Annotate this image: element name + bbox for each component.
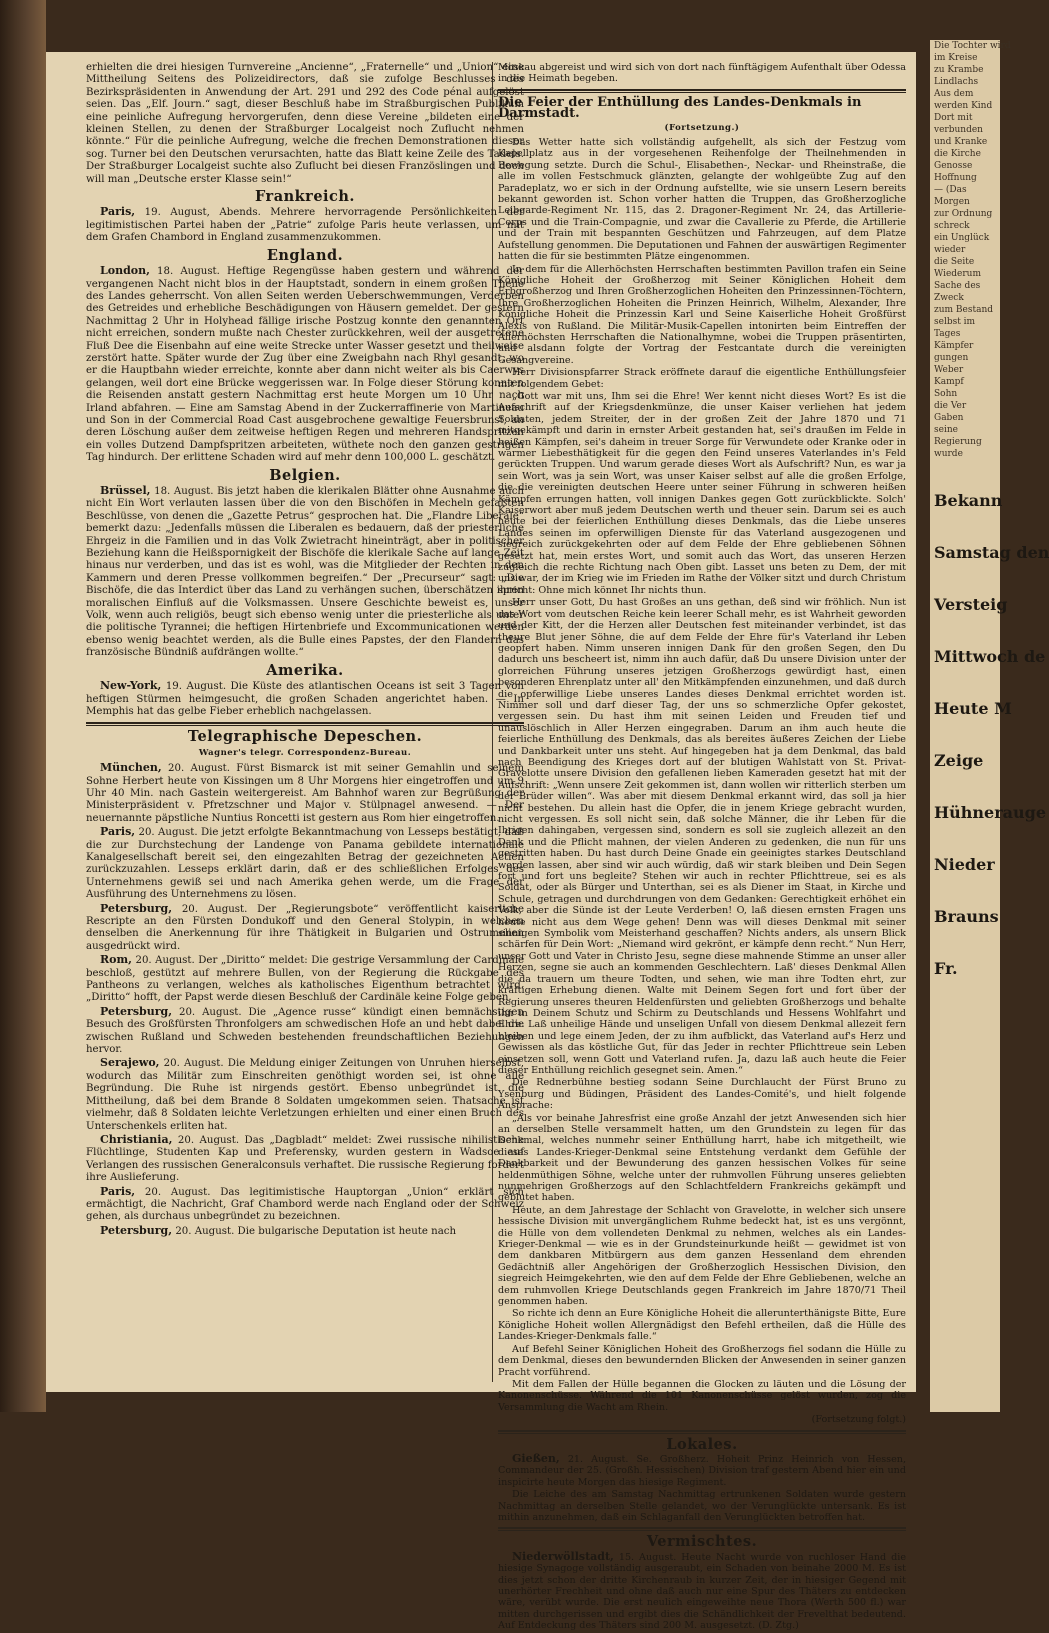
article-text: 15. August. Heute Nacht wurde von ruchloser Hand die hiesige Synagoge vollständig ausgeraubt, ein Schaden von beinahe 2000 M. Es ist dies jetzt schon der dritte Kirchenraub in kurzer Zeit, der in hiesiger Gegend mit unerhörter Frechheit und ohne daß auch nur eine Spur des Thäters zu entdecken wäre, verübt wurde. Die erst neulich eingeweihte neue Thora (Werth 500 fl.) war mitten durchgerissen und ergibt dies die Schändlichkeit der Frevelthat bedeutend. Auf Entdeckung des Thäters sind 200 M. ausgesetzt. (D. Ztg.) [498,1551,906,1632]
adjacent-line: die Seite [934,257,975,267]
adjacent-line: Sache des [934,281,981,291]
adjacent-line: Genosse [934,161,973,171]
article-text: 19. August. Die Küste des atlantischen Oceans ist seit 3 Tagen von heftigen Stürmen heimgesucht, die großen Schaden angerichtet haben. — In Memphis hat das gelbe Fieber erheblich nachgelassen. [86,681,524,717]
dateline: New-York, [100,679,162,693]
dateline: München, [100,761,162,775]
adjacent-line: die Kirche [934,149,981,159]
dateline: Rom, [100,953,132,967]
section-heading-telegraph: Telegraphische Depeschen. [187,728,423,746]
adjacent-ad-heading: Versteig [934,595,1008,614]
adjacent-page-ads [930,490,1049,980]
adjacent-page-text [930,40,1011,460]
dateline: Petersburg, [100,1004,173,1018]
dateline: Christiania, [100,1132,173,1146]
article-text: 18. August. Bis jetzt haben die klerikalen Blätter ohne Ausnahme auch nicht Ein Wort verlauten lassen über die von den Bischöfen in Mecheln gefaßten Beschlüsse, von denen die „Gazette Petrus“ gesprochen hat. Die „Flandre Liberale“ bemerkt dazu: „Jedenfalls müssen die Liberalen es bedauern, daß der priesterliche Ehrgeiz in die Familien und in das Volk Zwietracht hineinträgt, aber in politischer Beziehung kann die Heißspornigkeit der Bischöfe die klerikale Sache auf lange Zeit hinaus nur verderben, und das ist es wohl, was die Mitglieder der Rechten in den Kammern und deren Presse vollkommen begreifen.“ Der „Precurseur“ sagt: „Die Bischöfe, die das Interdict über das Land zu verhängen suchen, überschätzen ihren moralischen Einfluß auf die Volksmassen. Unsere Geschichte beweist es, unser Volk, wenn auch religiös, beugt sich ebenso wenig unter die priesterliche als unter die politische Tyrannei; die heftigen Hirtenbriefe und Excommunicationen werden ebenso wenig beachtet werden, als die Bulle eines Papstes, der den Flandern das französische Bündniß aufdrängen wollte.“ [86,486,524,659]
adjacent-line: Tages [934,329,961,339]
telegram-item [86,1186,524,1224]
adjacent-ad-heading: Brauns [934,907,999,926]
telegram-text: 20. August. Die „Agence russe“ kündigt einen bemnächstigen Besuch des Großfürsten Thronfolgers am schwedischen Hofe an und hebt dabei die zwischen Rußland und Schweden bestehenden freundschaftlichen Beziehungen hervor. [86,1006,524,1056]
telegram-item [86,762,524,825]
adjacent-line: wieder [934,245,966,255]
adjacent-line: Regierung [934,437,982,447]
left-column [86,62,524,1239]
adjacent-line: Kampf [934,377,964,387]
telegram-item [86,826,524,901]
feier-paragraph: Das Wetter hatte sich vollständig aufgehellt, als sich der Festzug vom Kapellplatz aus in der vorgesehenen Reihenfolge der Theilnehmenden in Bewegung setzte. Durch die Schul-, Elisabethen-, Neckar- und Rheinstraße, die alle im vollen Festschmuck glänzten, gelangte der wohlgeübte Zug auf den Paradeplatz, wo er sich in der Ordnung aufstellte, wie sie unsern Lesern bereits bekannt geworden ist. Schon vorher hatten die Truppen, das Großherzogliche Leibgarde-Regiment Nr. 115, das 2. Dragoner-Regiment Nr. 24, das Artillerie-Corps und die Train-Compagnie, und zwar die Cavallerie zu Pferde, die Artillerie und der Train mit bespannten Geschützen und Fahrzeugen, auf dem Platze Aufstellung genommen. Die Deputationen und Fahnen der auswärtigen Regimenter hatten die für sie bestimmten Plätze eingenommen. [498,137,906,263]
adjacent-line: werden Kind [934,101,993,111]
telegram-item [86,1134,524,1185]
adjacent-line: im Kreise [934,53,978,63]
article-amerika [86,680,524,718]
telegram-item [86,1225,524,1238]
section-heading-amerika: Amerika. [266,661,344,679]
adjacent-line: verbunden [934,125,983,135]
dateline: Gießen, [512,1451,560,1465]
intro-paragraph: erhielten die drei hiesigen Turnvereine „Ancienne“, „Fraternelle“ und „Union“ eine Mittheilung Seitens des Polizeidirectors, daß sie zufolge Beschlusses des Bezirkspräsidenten in Anwendung der Art. 291 und 292 des Code pénal aufgelöst seien. Das „Elf. Journ.“ sagt, dieser Beschluß habe im Straßburgischen Publikum eine peinliche Aufregung hervorgerufen, denn diese Vereine „bildeten eine der kleinen Stellen, zu denen der Straßburger Localgeist noch Zuflucht nehmen könnte.“ Für die peinliche Aufregung, welche die frechen Demonstrationen dieser sog. Turner bei den Deutschen verursachten, hatte das Blatt keine Zeile des Tadels. Der Straßburger Localgeist suchte also Zuflucht bei diesen Französlingen und doch will man „Deutsche erster Klasse sein!“ [86,62,524,185]
article-lokales [498,1453,906,1488]
continued-note: (Fortsetzung folgt.) [811,1414,906,1426]
telegram-text: 20. August. Die jetzt erfolgte Bekanntmachung von Lesseps bestätigt, daß die zur Durchstechung der Landenge von Panama gebildete internationale Kanalgesellschaft bereit sei, den eingezahlten Betrag der gezeichneten Actien zurückzuzahlen. Lesseps erklärt darin, daß er des schließlichen Erfolges des Unternehmens gewiß sei und nach Amerika gehen werde, um die Frage der Ausführung des Unternehmens zu lösen. [86,827,524,901]
section-divider [498,1527,906,1531]
article-frankreich [86,206,524,244]
newspaper-page [46,52,916,1632]
article-text: 18. August. Heftige Regengüsse haben gestern und während der vergangenen Nacht nicht blos in der Hauptstadt, sondern in einem großen Theile des Landes geherrscht. Von allen Seiten werden Ueberschwemmungen, Verderben des Getreides und erhebliche Beschädigungen von Häusern gemeldet. Der gestern Nachmittag 2 Uhr in Holyhead fällige irische Postzug konnte den genannten Ort nicht erreichen, sondern mußte nach Chester zurückkehren, weil der ausgetretene Fluß Dee die Eisenbahn auf eine weite Strecke unter Wasser gesetzt und theilweise zerstört hatte. Später wurde der Zug über eine Zweigbahn nach Rhyl gesandt, wo er die Hauptbahn wieder erreichte, konnte aber dann nicht weiter als bis Caerwys gelangen, weil dort eine Brücke weggerissen war. In Folge dieser Störung konnten die Reisenden anstatt gestern Nachmittag erst heute Morgen um 10 Uhr nach Irland abfahren. — Eine am Samstag Abend in der Zuckerraffinerie von Martineau und Son in der Commercial Road Cast ausgebrochene gewaltige Feuersbrunst, an deren Löschung außer dem zeitweise heftigen Regen und mehreren Handspritzen ein volles Dutzend Dampfspritzen arbeiteten, wüthete noch den ganzen gestrigen Tag hindurch. Der erlittene Schaden wird auf mehr denn 100,000 L. geschätzt. [86,266,524,464]
prayer-paragraph: „Gott war mit uns, Ihm sei die Ehre! Wer kennt nicht dieses Wort? Es ist die Aufschrift auf der Kriegsdenkmünze, die unser Kaiser verliehen hat jedem Soldaten, jedem Streiter, der in der großen Zeit der Jahre 1870 und 71 mitgekämpft und darin in ernster Arbeit gestanden hat, sei's draußen im Felde in heißen Kämpfen, sei's daheim in treuer Sorge für Verwundete oder Kranke oder in warmer Liebesthätigkeit für die gegen den Feind unseres Vaterlandes in's Feld gerückten Truppen. Und warum gerade dieses Wort als Aufschrift? Nun, es war ja sein Wort, was ja sein Wort, was unser Kaiser selbst auf alle die großen Erfolge, die die vereinigten deutschen Heere unter seiner Führung in schweren heißen Kämpfen errungen hatten, voll innigen Dankes gegen Gott zurückblickte. Solch' Kaiserwort aber muß jedem Deutschen werth und theuer sein. Darum sei es auch heute bei der feierlichen Enthüllung dieses Denkmals, das die Liebe unseres Landes seinen im opferwilligen Dienste für das Vaterland ausgezogenen und siegreich zurückgekehrten oder auf dem Felde der Ehre gebliebenen Söhnen gesetzt hat, mein erstes Wort, und somit auch das Wort, das unseren Herzen zugleich die rechte Richtung nach Oben gibt. Lasset uns beten zu Dem, der mit uns war, der im Krieg wie im Frieden im Rathe der Völker sitzt und durch Christum spricht: Ohne mich könnet Ihr nichts thun. [498,390,906,596]
feier-paragraph: In dem für die Allerhöchsten Herrschaften bestimmten Pavillon trafen ein Seine Königliche Hoheit der Großherzog mit Seiner Königlichen Hoheit dem Erbgroßherzog und Ihren Großherzoglichen Hoheiten den Prinzessinnen-Töchtern, Ihre Großherzoglichen Hoheiten die Prinzen Heinrich, Wilhelm, Alexander, Ihre Königliche Hoheit die Prinzessin Karl und Seine Kaiserliche Hoheit Großfürst Alexis von Rußland. Die Militär-Musik-Capellen intonirten beim Eintreffen der Allerhöchsten Herrschaften die Nationalhymne, wobei die Truppen präsentirten, und alsdann folgte der Vortrag der Festcantate durch die vereinigten Gesangvereine. [498,263,906,366]
section-heading-lokales: Lokales. [666,1435,738,1453]
adjacent-line: zum Bestand [934,305,994,315]
telegram-text: 20. August. Die bulgarische Deputation ist heute nach [175,1225,457,1237]
adjacent-line: zu Krambe [934,65,984,75]
adjacent-page-edge [930,40,1049,1412]
dateline: Petersburg, [100,901,173,915]
telegram-item [86,903,524,954]
dateline: Brüssel, [100,484,151,497]
adjacent-line: schreck [934,221,970,231]
right-column [498,62,906,1633]
adjacent-line: Hoffnung [934,173,977,183]
section-heading-england: England. [266,246,344,264]
adjacent-line: wurde [934,449,963,459]
section-divider [498,1430,906,1434]
adjacent-ad-heading: Zeige [934,751,984,770]
adjacent-line: Dort mit [934,113,973,123]
article-lokales-2: Die Leiche des am Samstag Nachmittag ertrunkenen Soldaten wurde gestern Nachmittag an derselben Stelle gelandet, wo der Verunglückte untersank. Es ist mithin anzunehmen, daß ein Schlaganfall den Verunglückten betroffen hat. [498,1489,906,1523]
book-binding [0,0,46,1412]
telegram-text: 20. August. Das legitimistische Hauptorgan „Union“ erklärt sich ermächtigt, die Nachricht, Graf Chambord werde nach England oder der Schweiz gehen, als durchaus unbegründet zu bezeichnen. [86,1186,524,1223]
adjacent-line: und Kranke [934,137,988,147]
adjacent-ad-heading: Fr. [934,959,958,978]
feier-paragraph: Mit dem Fallen der Hülle begannen die Glocken zu läuten und die Lösung der Kanonenschüsse. Während die 101 Kanonenschüsse gelöst wurden, zog die Versammlung die Wacht am Rhein. [498,1378,906,1413]
adjacent-line: Lindlachs [934,77,979,87]
page-gutter [916,0,930,1412]
bureau-subheading: Wagner's telegr. Correspondenz-Bureau. [198,747,412,758]
adjacent-ad-heading: Mittwoch de [934,647,1046,666]
adjacent-line: — (Das [934,185,967,195]
feier-paragraph: Herr Divisionspfarrer Strack eröffnete darauf die eigentliche Enthüllungsfeier mit folgendem Gebet: [498,367,906,390]
adjacent-line: Weber [934,365,964,375]
telegram-text: 20. August. Der „Regierungsbote“ veröffentlicht kaiserliche Rescripte an den Fürsten Dondukoff und den General Stolypin, in welchen denselben die Anerkennung für ihre Thätigkeit in Bulgarien und Ostrumelien ausgedrückt wird. [86,903,524,952]
telegram-text: 20. August. Die Meldung einiger Zeitungen von Unruhen hierselbst, wodurch das Militär zum Einschreiten genöthigt worden sei, ist ohne alle Begründung. Die Ruhe ist nirgends gestört. Ebenso unbegründet ist die Mittheilung, daß bei dem Brande 8 Soldaten umgekommen seien. Thatsache ist vielmehr, daß 8 Soldaten leichte Verletzungen erhielten und einer einen Bruch des Unterschenkels erliten hat. [86,1058,524,1132]
section-heading-frankreich: Frankreich. [255,188,355,206]
feier-subheading: (Fortsetzung.) [664,122,740,133]
dateline: Serajewo, [100,1056,160,1070]
dateline: Paris, [100,1184,136,1198]
telegram-text: 20. August. Der „Diritto“ meldet: Die gestrige Versammlung der Cardinäle beschloß, gestützt auf mehrere Bullen, von der Regierung die Rückgabe des Pantheons zu verlangen, welches als katholisches Eigenthum betrachtet wird. „Diritto“ hofft, der Papst werde diesen Beschluß der Cardinäle keine Folge geben. [86,955,524,1004]
telegram-item [86,954,524,1005]
section-divider [86,722,524,726]
intro-paragraph: Moskau abgereist und wird sich von dort nach fünftägigem Aufenthalt über Odessa in die Heimath begeben. [498,62,906,85]
dateline: Niederwöllstadt, [512,1549,614,1563]
adjacent-line: Wiederum [934,269,982,279]
dateline: Petersburg, [100,1223,173,1237]
adjacent-line: ein Unglück [934,233,990,243]
adjacent-line: Die Tochter wird [934,41,1011,51]
adjacent-ad-heading: Hühnerauge [934,803,1046,822]
adjacent-line: die Ver [934,401,967,411]
feier-paragraph: Auf Befehl Seiner Königlichen Hoheit des Großherzogs fiel sodann die Hülle zu dem Denkmal, dieses den bewundernden Blicken der Anwesenden in seiner ganzen Pracht vorführend. [498,1343,906,1378]
feier-heading: Die Feier der Enthüllung des Landes-Denkmals in Darmstadt. [498,94,862,122]
adjacent-line: seine [934,425,958,435]
adjacent-line: Morgen [934,197,970,207]
adjacent-line: Gaben [934,413,964,423]
dateline: London, [100,264,150,278]
adjacent-line: zur Ordnung [934,209,993,219]
speech-paragraph: Heute, an dem Jahrestage der Schlacht von Gravelotte, in welcher sich unsere hessische Division mit unvergänglichem Ruhme bedeckt hat, ist es uns vergönnt, die Hülle von dem vollendeten Denkmal zu nehmen, welches als ein Landes-Krieger-Denkmal — wie es in der Grundsteinurkunde heißt — gewidmet ist von dem dankbaren Mitbürgern aus dem ganzen Hessenland dem ehrenden Gedächtniß aller Angehörigen der Großherzoglich Hessischen Division, den siegreich Heimgekehrten, wie den auf dem Felde der Ehre Gebliebenen, welche an dem ruhmvollen Kriege Deutschlands gegen Frankreich im Jahre 1870/71 Theil genommen haben. [498,1204,906,1308]
dateline: Paris, [100,825,136,839]
adjacent-line: Sohn [934,389,958,399]
adjacent-line: Aus dem [934,89,974,99]
feier-paragraph: Die Rednerbühne bestieg sodann Seine Durchlaucht der Fürst Bruno zu Ysenburg und Büdingen, Präsident des Landes-Comité's, und hielt folgende Ansprache: [498,1077,906,1112]
article-belgien [86,485,524,660]
adjacent-ad-heading: Nieder [934,855,995,874]
adjacent-line: selbst im [934,317,976,327]
telegram-text: 20. August. Das „Dagbladt“ meldet: Zwei russische nihilistische Flüchtlinge, Studenten Kap und Preferensky, wurden gestern in Wadsoe auf Verlangen des russischen Generalconsuls verhaftet. Die russische Regierung fordert ihre Auslieferung. [86,1134,524,1184]
article-text: 21. August. Se. Großherz. Hoheit Prinz Heinrich von Hessen, Commandeur der 25. (Großh. Hessischen) Division traf gestern Abend hier ein und inspicirte heute Morgen das hiesige Regiment. [498,1453,906,1488]
section-heading-vermischtes: Vermischtes. [646,1533,758,1551]
speech-paragraph: So richte ich denn an Eure Königliche Hoheit die allerunterthänigste Bitte, Eure Königliche Hoheit wollen Allergnädigst den Befehl ertheilen, daß die Hülle des Landes-Krieger-Denkmals falle.“ [498,1308,906,1343]
adjacent-ad-heading: Samstag den [934,543,1049,562]
telegram-text: 20. August. Fürst Bismarck ist mit seiner Gemahlin und seinem Sohne Herbert heute von Kissingen um 8 Uhr Morgens hier eingetroffen und um 9 Uhr 40 Min. nach Gastein weitergereist. Am Bahnhof waren zur Begrüßung der Ministerpräsident v. Pfretzschner und Major v. Stülpnagel anwesend. — Der neuernannte päpstliche Nuntius Roncetti ist gestern aus Rom hier eingetroffen. [86,763,524,824]
adjacent-ad-heading: Bekann [934,491,1003,510]
adjacent-line: Kämpfer [934,341,974,351]
adjacent-line: Zweck [934,293,964,303]
adjacent-line: gungen [934,353,969,363]
section-divider [498,89,906,93]
article-text: 19. August, Abends. Mehrere hervorragende Persönlichkeiten der legitimistischen Partei haben der „Patrie“ zufolge Paris heute verlassen, um mit dem Grafen Chambord in England zusammenzukommen. [86,207,524,244]
article-vermischtes [498,1551,906,1632]
adjacent-ad-heading: Heute M [934,699,1012,718]
dateline: Paris, [100,205,136,219]
telegram-item [86,1006,524,1057]
prayer-paragraph: Herr unser Gott, Du hast Großes an uns gethan, deß sind wir fröhlich. Nun ist das Wort vom deutschen Reiche kein leerer Schall mehr, es ist Wahrheit geworden und der Kitt, der die Herzen aller Deutschen fest miteinander verbindet, ist das theure Blut jener Söhne, die auf dem Felde der Ehre für's Vaterland ihr Leben geopfert haben. Nimm unseren innigen Dank für den großen Segen, den Du dadurch uns bescheert ist, nimm ihn auch dafür, daß Du unsere Division unter der glorreichen Führung unseres jetzigen Großherzogs gewürdigt hast, einen besonderen Ehrenplatz unter all' den Mitkämpfenden einzunehmen, und daß durch die opferwillige Liebe unseres Landes dieses Denkmal errichtet worden ist. Nimmer soll und darf dieser Tag, der uns so schmerzliche Opfer gekostet, vergessen sein. Du hast ihm mit seinen Leiden und Freuden tief und unauslöschlich in Aller Herzen eingegraben. Darum an ihm auch heute die feierliche Enthüllung des Denkmals, das als bereites äußeres Zeichen der Liebe und Dankbarkeit unter uns steht. Auf hingegeben hat ja dem Denkmal, das bald nach Beendigung des Krieges dort auf der blutigen Wahlstatt von St. Privat-Gravelotte unsere Division den gefallenen lieben Kameraden gesetzt hat mit der Aufschrift: „Wenn unsere Zeit gekommen ist, dann wollen wir ritterlich sterben um der Brüder willen“. Was aber mit diesem Denkmal erkannt wird, das soll ja hier nicht bestehen. Du allein hast die Opfer, die in jenem Kriege gebracht wurden, nicht vergessen. Es soll nicht sein, daß solche Männer, die ihr Leben für die Ihrigen dahingaben, vergessen sind, sondern es soll sie zugleich allezeit an den Dank und die Pflicht mahnen, der vielen Anderen zu gedenken, die nun für uns gestritten haben. Du hast durch Deine Gnade ein geeinigtes starkes Deutschland werden lassen, aber sind wir auch würdig, daß wir stark bleiben und Dein Segen fort und fort uns begleite? Stehen wir auch in rechter Pflichttreue, sei es als Soldat, oder als Bürger und Unterthan, sei es als Diener im Staat, in Kirche und Schule, getragen und durchdrungen von dem Gedanken: Gerechtigkeit erhöhet ein Volk, aber die Sünde ist der Leute Verderben! O, laß diesen ernsten Fragen uns heute nicht aus dem Wege gehen! Denn was will dieses Denkmal mit seiner sinnigen Symbolik vom Meisterhand geschaffen? Nichts anders, als unsern Blick schärfen für Dein Wort: „Niemand wird gekrönt, er kämpfe denn recht.“ Nun Herr, unser Gott und Vater in Christo Jesu, segne diese mahnende Stimme an unser aller Herzen, segne sie auch an kommenden Geschlechtern. Laß' dieses Denkmal Allen die da trauern um theure Todten, und sehen, wie man ihre Todten ehrt, zur kräftigen Erhebung dienen. Walte mit Deinem Segen fort und fort über der Regierung unseres theuren Heldenfürsten und geliebten Großherzogs und behalte ihn in Deinem Schutz und Schirm zu Deutschlands und Hessens Wohlfahrt und Ehre. Laß unheilige Hände und unseligen Unfall von diesem Denkmal allezeit fern bleiben und lege einem Jeden, der zu ihm aufblickt, das Vaterland auf's Herz und Gewissen als das köstliche Gut, für das Jeder in rechter Pflichttreue sein Leben einsetzen soll, wenn Gott und Vaterland rufen. Ja, dazu laß auch heute die Feier dieser Enthüllung reichlich gesegnet sein. Amen.“ [498,597,906,1076]
telegram-item [86,1057,524,1132]
article-england [86,265,524,465]
section-heading-belgien: Belgien. [269,466,341,484]
speech-paragraph: „Als vor beinahe Jahresfrist eine große Anzahl der jetzt Anwesenden sich hier an derselben Stelle versammelt hatten, um den Grundstein zu legen für das Denkmal, welches nunmehr seiner Enthüllung harrt, habe ich mitgetheilt, wie dieses Landes-Krieger-Denkmal seine Entstehung verdankt dem Gefühle der Dankbarkeit und der Bewunderung des ganzen hessischen Volkes für seine heldenmüthigen Söhne, welche unter der ruhmvollen Führung unseres geliebten nunmehrigen Großherzogs auf den Schlachtfeldern Frankreichs gekämpft und geblutet haben. [498,1112,906,1204]
